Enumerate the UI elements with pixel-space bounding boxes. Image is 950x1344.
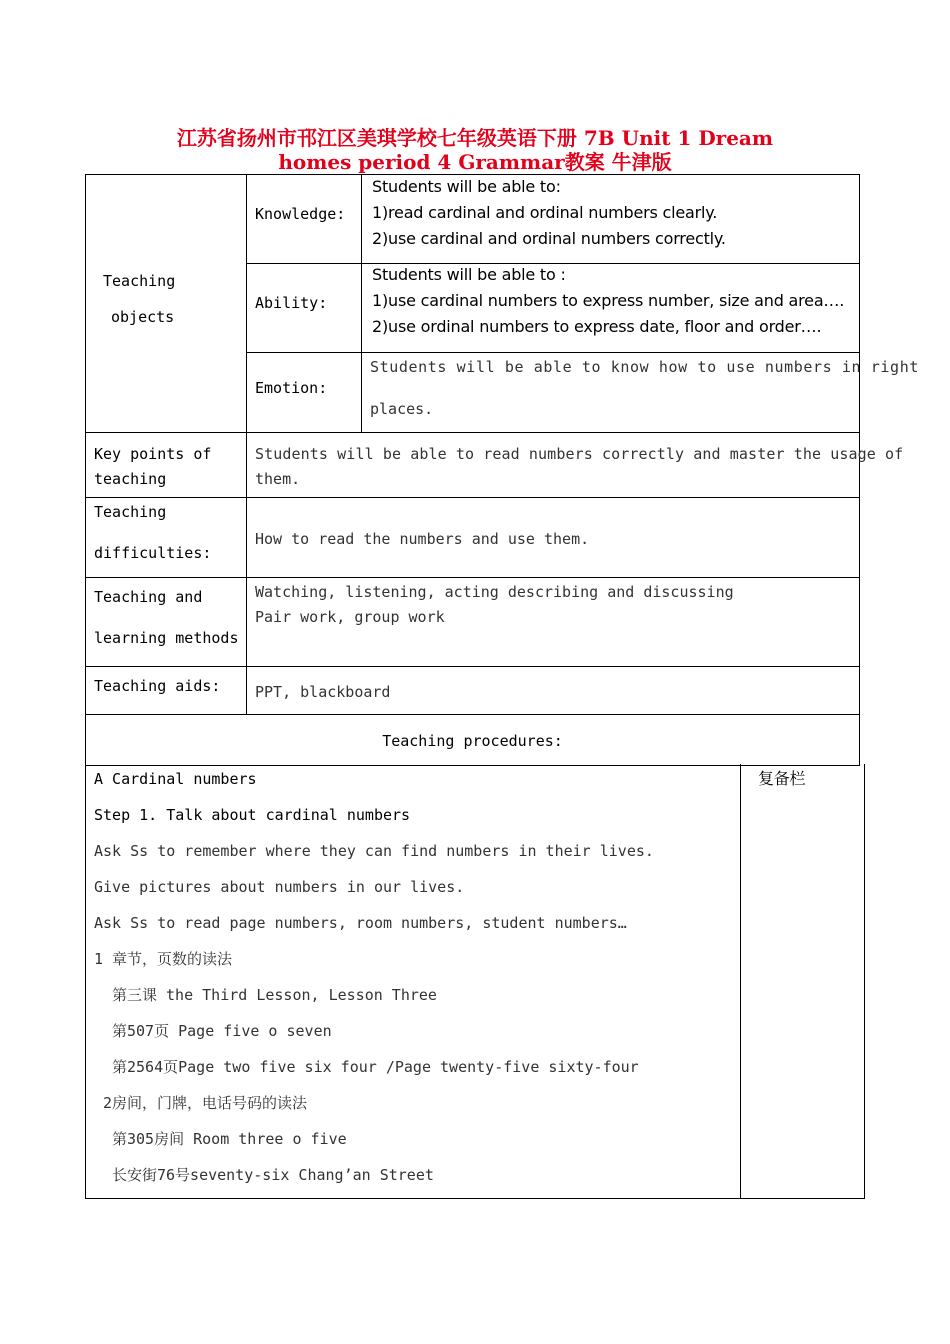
procedure-line: Step 1. Talk about cardinal numbers (94, 806, 411, 824)
methods-line2: Pair work, group work (255, 608, 445, 626)
row-divider (85, 432, 860, 433)
aids-text: PPT, blackboard (255, 683, 391, 701)
emotion-line1: Students will be able to know how to use numbers in right (370, 358, 919, 376)
ability-line: Students will be able to : (372, 265, 566, 284)
procedures-header: Teaching procedures: (382, 732, 563, 750)
objects-label-line2: objects (111, 308, 175, 326)
procedure-line: A Cardinal numbers (94, 770, 257, 788)
column-divider (246, 174, 247, 714)
difficulties-label-line1: Teaching (94, 503, 167, 521)
procedure-line: 2房间，门牌，电话号码的读法 (103, 1094, 308, 1112)
key-points-label-line1: Key points of (94, 445, 212, 463)
procedure-line: Ask Ss to read page numbers, room numbers, student numbers… (94, 914, 627, 932)
difficulties-text: How to read the numbers and use them. (255, 530, 590, 548)
ability-line: 2)use ordinal numbers to express date, floor and order…. (372, 317, 822, 336)
knowledge-line: Students will be able to: (372, 177, 561, 196)
column-divider (361, 174, 362, 432)
procedure-line: Give pictures about numbers in our lives. (94, 878, 465, 896)
difficulties-label-line2: difficulties: (94, 544, 212, 562)
row-divider (85, 577, 860, 578)
knowledge-line: 1)read cardinal and ordinal numbers clearly. (372, 203, 718, 222)
row-divider (85, 666, 860, 667)
procedure-line: 长安街76号seventy-six Chang’an Street (112, 1166, 434, 1184)
row-divider (246, 263, 860, 264)
row-divider (246, 352, 860, 353)
key-points-label-line2: teaching (94, 470, 167, 488)
procedure-line: 1 章节，页数的读法 (94, 950, 233, 968)
methods-line1: Watching, listening, acting describing and discussing (255, 583, 734, 601)
aids-label: Teaching aids: (94, 677, 221, 695)
side-column-label: 复备栏 (758, 769, 806, 788)
procedure-line: 第305房间 Room three o five (112, 1130, 347, 1148)
document-title-line2: homes period 4 Grammar教案 牛津版 (278, 150, 672, 174)
objects-label-line1: Teaching (103, 272, 176, 290)
side-column-divider (740, 764, 741, 1199)
procedure-line: 第三课 the Third Lesson, Lesson Three (112, 986, 437, 1004)
ability-label: Ability: (255, 294, 328, 312)
procedure-line: 第2564页Page two five six four /Page twenty-five sixty-four (112, 1058, 639, 1076)
methods-label-line1: Teaching and (94, 588, 203, 606)
emotion-line2: places. (370, 400, 434, 418)
row-divider (85, 497, 860, 498)
knowledge-label: Knowledge: (255, 205, 346, 223)
key-points-line2: them. (255, 470, 301, 488)
knowledge-line: 2)use cardinal and ordinal numbers correctly. (372, 229, 726, 248)
key-points-line1: Students will be able to read numbers correctly and master the usage of (255, 445, 904, 463)
procedure-line: Ask Ss to remember where they can find numbers in their lives. (94, 842, 654, 860)
row-divider (85, 714, 860, 715)
methods-label-line2: learning methods (94, 629, 239, 647)
ability-line: 1)use cardinal numbers to express number, size and area…. (372, 291, 845, 310)
emotion-label: Emotion: (255, 379, 328, 397)
document-title-line1: 江苏省扬州市邗江区美琪学校七年级英语下册 7B Unit 1 Dream (176, 126, 774, 150)
procedure-line: 第507页 Page five o seven (112, 1022, 332, 1040)
